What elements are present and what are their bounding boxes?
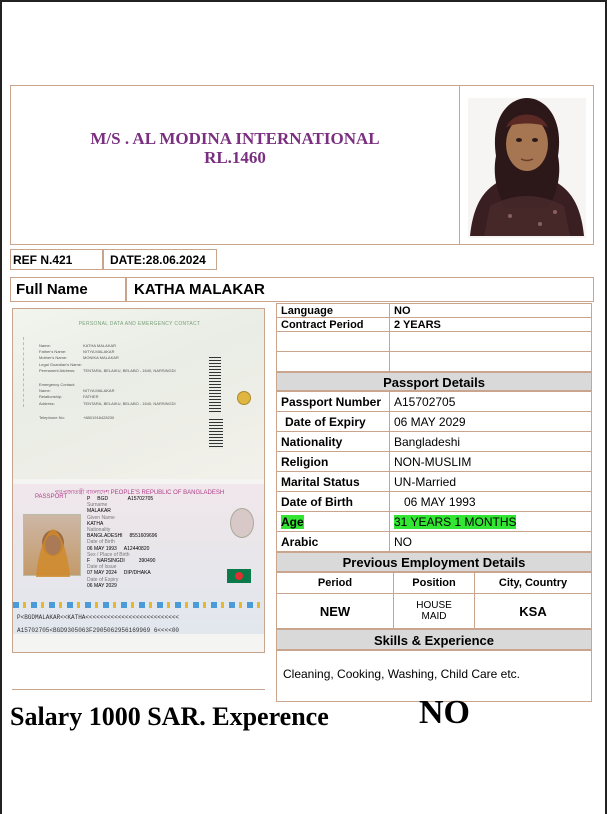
passport-field-key: Legal Guardian's Name: bbox=[39, 361, 83, 367]
employment-position: HOUSE MAID bbox=[394, 594, 475, 629]
table-row bbox=[277, 532, 592, 552]
passport-label: PASSPORT bbox=[35, 494, 68, 500]
employment-country: KSA bbox=[475, 594, 592, 629]
passport-number-value: A15702705 bbox=[390, 392, 592, 412]
barcode-graphic-2 bbox=[209, 419, 223, 449]
passport-field-row bbox=[39, 401, 219, 406]
passport-bio-fields: P BGD A15702705 Surname MALAKAR Given Name KATHA Nationality BANGLADESHI 8551609696 Date of Birth 06 MAY 1993 A12440820 Sex / Place of Birth F NARSINGDI 390490 Date of Issue 07 MAY 2024 DIP/DHAKA Date of Expiry 06 MAY 2029 bbox=[87, 496, 158, 589]
contract-period-label: Contract Period bbox=[277, 318, 390, 332]
passport-field-key: Emergency Contact: bbox=[39, 382, 76, 388]
table-row bbox=[277, 594, 592, 629]
bangladesh-flag-icon bbox=[227, 569, 251, 583]
skills-heading: Skills & Experience bbox=[276, 629, 592, 650]
full-name-label: Full Name bbox=[10, 277, 126, 302]
passport-field-row bbox=[39, 394, 219, 399]
passport-photo bbox=[23, 514, 81, 576]
nationality-value: Bangladeshi bbox=[390, 432, 592, 452]
passport-field-key: Address: bbox=[39, 400, 55, 406]
passport-field-row bbox=[39, 343, 219, 348]
top-info-table bbox=[276, 303, 592, 372]
religion-value: NON-MUSLIM bbox=[390, 452, 592, 472]
table-row bbox=[277, 332, 592, 352]
passport-data-page bbox=[13, 309, 265, 479]
passport-field-value: NITYA MALAKAR bbox=[83, 388, 115, 394]
passport-field-row bbox=[39, 368, 219, 373]
employment-heading: Previous Employment Details bbox=[276, 552, 592, 572]
candidate-photo bbox=[459, 86, 593, 244]
passport-field-value: TENTARA, BELAIKU, BELABO - 1640, NARSINGDI bbox=[83, 367, 176, 373]
passport-details-heading: Passport Details bbox=[276, 372, 592, 391]
country-header-bengali: গণপ্রজাতন্ত্রী বাংলাদেশ bbox=[54, 490, 109, 496]
table-row bbox=[277, 512, 592, 532]
passport-field-row bbox=[39, 382, 219, 387]
employment-period: NEW bbox=[277, 594, 394, 629]
date-of-birth-value: 06 MAY 1993 bbox=[390, 492, 592, 512]
age-label: Age bbox=[281, 514, 304, 529]
passport-field-row bbox=[39, 362, 219, 367]
table-row bbox=[277, 304, 592, 318]
passport-field-value: FATHER bbox=[83, 394, 99, 400]
table-row bbox=[277, 492, 592, 512]
passport-field-value: MONIKA MALAKAR bbox=[83, 355, 119, 361]
employment-table bbox=[276, 572, 592, 629]
ref-number: REF N.421 bbox=[10, 249, 103, 270]
column-header-period: Period bbox=[277, 573, 394, 594]
passport-field-value: +8801918428230 bbox=[83, 414, 115, 420]
emergency-contact-fields bbox=[39, 343, 219, 421]
age-value: 31 YEARS 1 MONTHS bbox=[394, 514, 517, 529]
arabic-value: NO bbox=[390, 532, 592, 552]
passport-section-title: PERSONAL DATA AND EMERGENCY CONTACT bbox=[78, 321, 201, 327]
passport-number-label: Passport Number bbox=[277, 392, 390, 412]
hologram-seal-icon bbox=[237, 391, 251, 405]
table-row bbox=[277, 318, 592, 332]
marital-status-label: Marital Status bbox=[277, 472, 390, 492]
company-name: M/S . AL MODINA INTERNATIONAL bbox=[90, 129, 380, 148]
language-value: NO bbox=[390, 304, 592, 318]
language-label: Language bbox=[277, 304, 390, 318]
passport-field-key: Relationship: bbox=[39, 394, 63, 400]
table-row bbox=[277, 432, 592, 452]
passport-field-value: KATHA MALAKAR bbox=[83, 343, 117, 348]
table-row bbox=[277, 412, 592, 432]
column-header-city-country: City, Country bbox=[475, 573, 592, 594]
marital-status-value: UN-Married bbox=[390, 472, 592, 492]
company-title bbox=[10, 129, 460, 167]
date-of-birth-label: Date of Birth bbox=[277, 492, 390, 512]
passport-field-row bbox=[39, 355, 219, 360]
passport-field-key: Name: bbox=[39, 388, 51, 394]
passport-field-key: Telephone No: bbox=[39, 414, 65, 420]
experience-value: NO bbox=[419, 694, 470, 731]
passport-field-row bbox=[39, 388, 219, 393]
passport-person-icon bbox=[24, 515, 82, 577]
passport-field-row bbox=[39, 349, 219, 354]
religion-label: Religion bbox=[277, 452, 390, 472]
country-header-english: PEOPLE'S REPUBLIC OF BANGLADESH bbox=[110, 490, 225, 496]
details-panel bbox=[276, 303, 592, 702]
mrz-line-1: P<BGDMALAKAR<<KATHA<<<<<<<<<<<<<<<<<<<<<<<<<< bbox=[17, 614, 180, 621]
passport-field-row bbox=[39, 415, 219, 420]
ref-date: DATE:28.06.2024 bbox=[103, 249, 217, 270]
passport-field-value: NITYA MALAKAR bbox=[83, 349, 115, 355]
passport-scan bbox=[12, 308, 265, 653]
passport-field-key: Name: bbox=[39, 343, 51, 348]
passport-field-value: TENTARA, BELAIKU, BELABO - 1640, NARSINGDI bbox=[83, 400, 176, 406]
passport-details-table bbox=[276, 391, 592, 552]
skills-text: Cleaning, Cooking, Washing, Child Care etc. bbox=[276, 650, 592, 702]
salary-text: Salary 1000 SAR. Experence bbox=[10, 702, 329, 731]
date-of-expiry-label: Date of Expiry bbox=[277, 412, 390, 432]
nationality-label: Nationality bbox=[277, 432, 390, 452]
date-of-expiry-value: 06 MAY 2029 bbox=[390, 412, 592, 432]
column-header-position: Position bbox=[394, 573, 475, 594]
table-row bbox=[277, 573, 592, 594]
contract-period-value: 2 YEARS bbox=[390, 318, 592, 332]
security-strip bbox=[13, 602, 265, 608]
passport-ghost-photo bbox=[230, 508, 254, 538]
person-photo-icon bbox=[460, 86, 594, 244]
divider bbox=[12, 689, 265, 690]
barcode-graphic bbox=[209, 357, 221, 413]
passport-field-key: Father's Name: bbox=[39, 349, 67, 355]
passport-bio-page bbox=[13, 484, 265, 634]
mrz-line-2: A15702705<BGD9305063F2905062956169969 6<<<<00 bbox=[17, 627, 180, 634]
passport-field-key: Mother's Name: bbox=[39, 355, 68, 361]
passport-field-key: Permanent Address: bbox=[39, 367, 76, 373]
arabic-label: Arabic bbox=[277, 532, 390, 552]
company-license: RL.1460 bbox=[204, 148, 266, 167]
table-row bbox=[277, 472, 592, 492]
table-row bbox=[277, 352, 592, 372]
full-name-value: KATHA MALAKAR bbox=[126, 277, 594, 302]
table-row bbox=[277, 452, 592, 472]
table-row bbox=[277, 392, 592, 412]
dotted-edge bbox=[23, 337, 29, 407]
